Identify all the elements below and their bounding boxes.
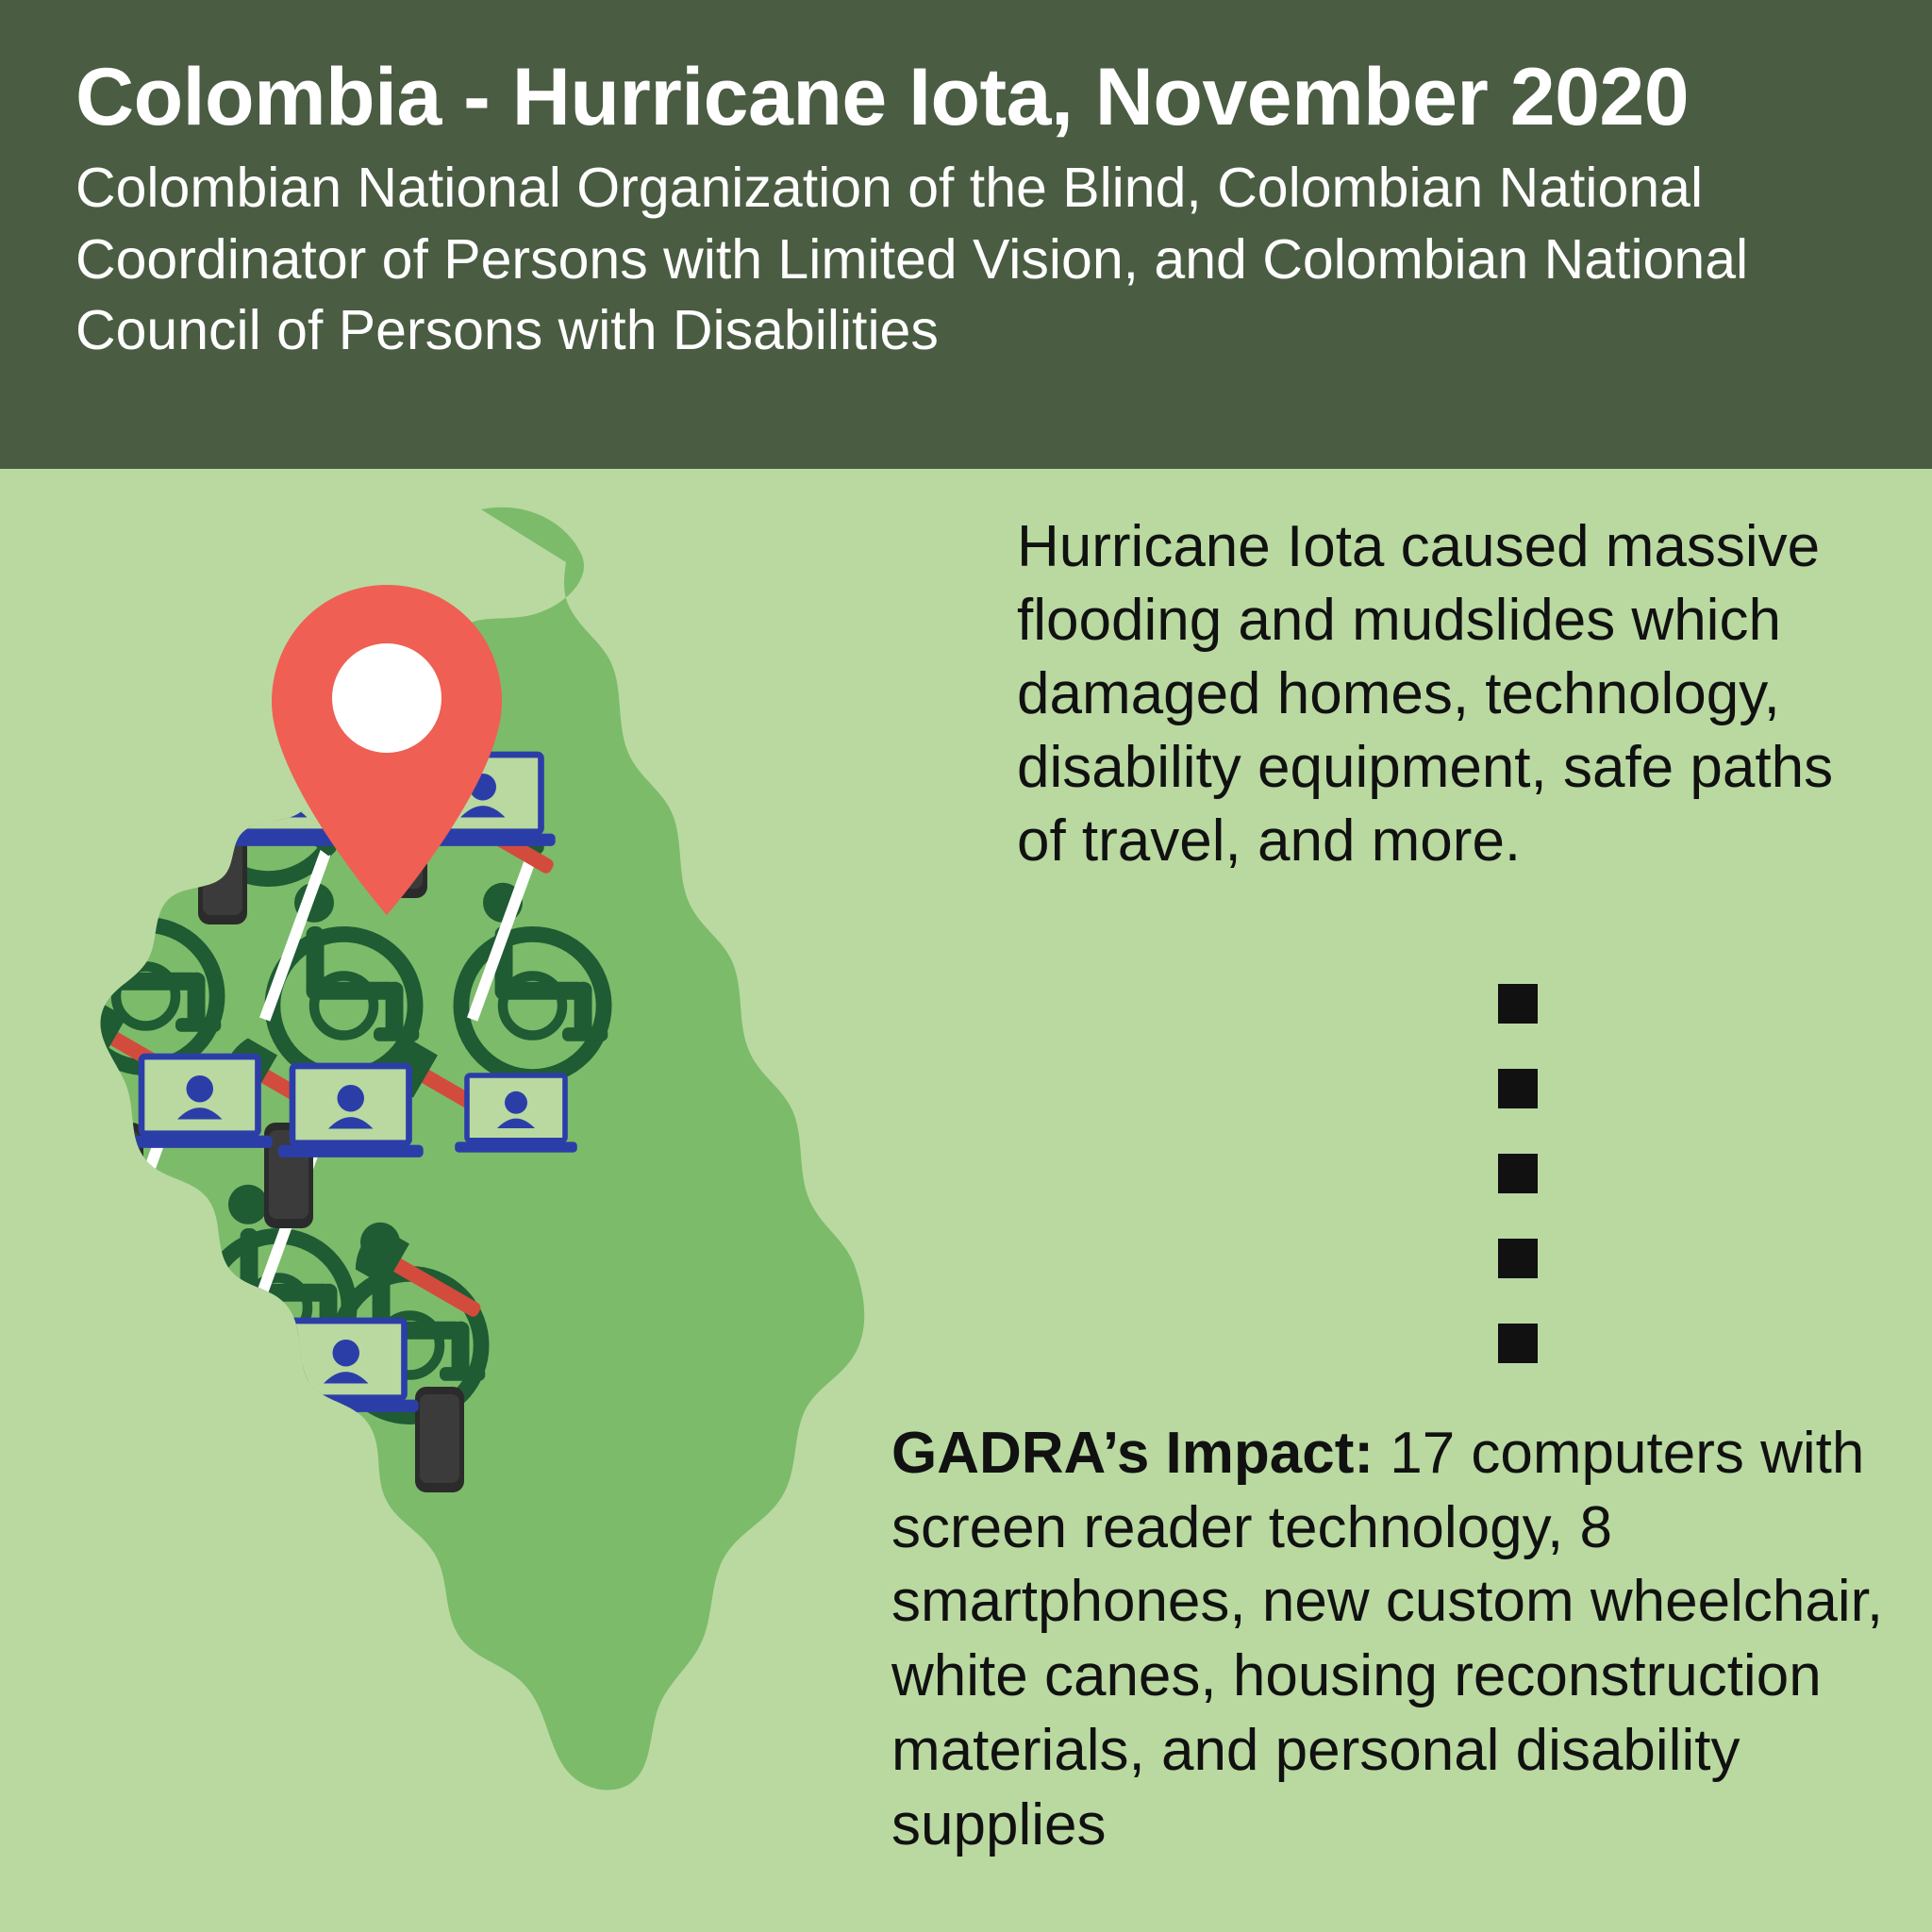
- bullet-square: [1498, 1324, 1538, 1363]
- colombia-map-illustration: [38, 472, 1038, 1887]
- impact-label: GADRA’s Impact:: [891, 1421, 1374, 1486]
- bullet-square: [1498, 1239, 1538, 1278]
- bullet-square: [1498, 1069, 1538, 1108]
- bullet-square: [1498, 1154, 1538, 1193]
- intro-paragraph: Hurricane Iota caused massive flooding and mudslides which damaged homes, technology, disability equipment, safe paths of travel, and more.: [1017, 514, 1834, 874]
- impact-details: 17 computers with screen reader technology, 8 smartphones, new custom wheelchair, white canes, housing reconstruction materials, and personal disability supplies: [891, 1421, 1884, 1857]
- bullet-square: [1498, 984, 1538, 1024]
- header-banner: [0, 0, 1932, 469]
- impact-paragraph: [891, 1417, 1887, 1862]
- page-title: Colombia - Hurricane Iota, November 2020: [75, 52, 1690, 142]
- page-subtitle: Colombian National Organization of the Blind, Colombian National Coordinator of Persons with Limited Vision, and Colombian National Council of Persons with Disabilities: [75, 157, 1749, 362]
- bullet-divider: [1498, 984, 1555, 1408]
